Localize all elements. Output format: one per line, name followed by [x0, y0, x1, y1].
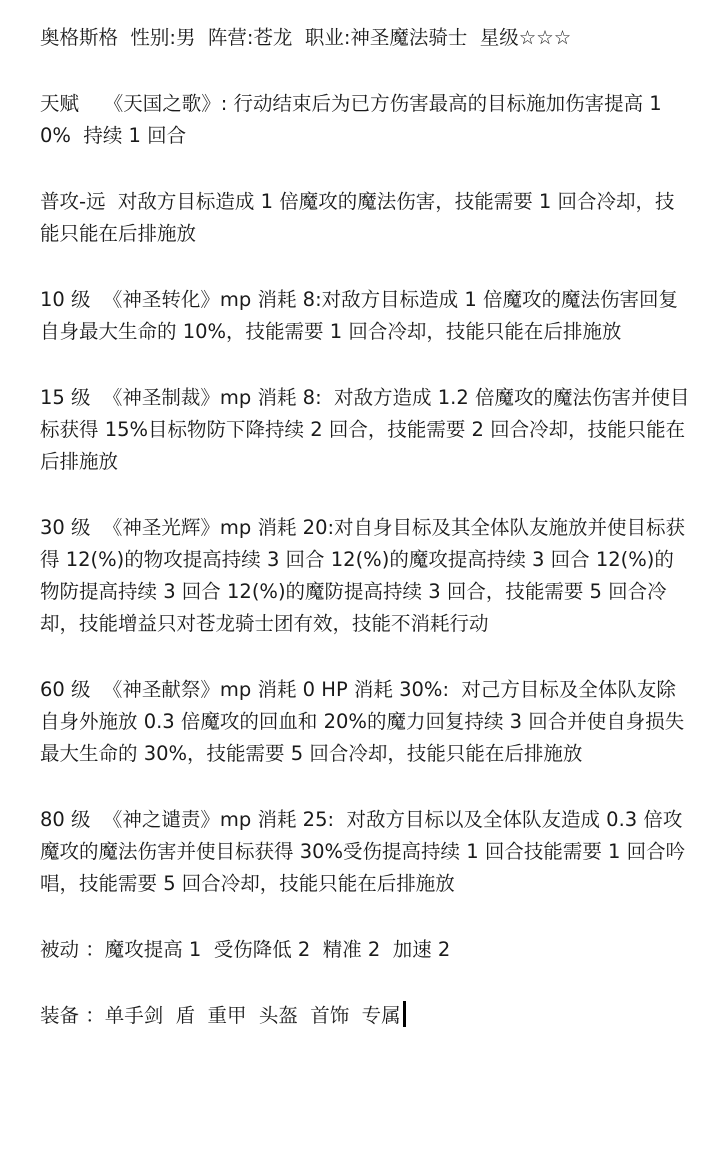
- basic-attack-paragraph: 普攻-远 对敌方目标造成 1 倍魔攻的魔法伤害，技能需要 1 回合冷却，技能只能在后排施放: [40, 190, 675, 245]
- skill-level-60: 60 级 《神圣献祭》mp 消耗 0 HP 消耗 30%: 对己方目标及全体队友除自身外施放 0.3 倍魔攻的回血和 20%的魔力回复持续 3 回合并使自身损失最大生命的 30%，技能需要 5 回合冷却，技能只能在后排施放: [40, 678, 685, 765]
- skill-level-30: 30 级 《神圣光辉》mp 消耗 20:对自身目标及其全体队友施放并使目标获得 12(%)的物攻提高持续 3 回合 12(%)的魔攻提高持续 3 回合 12(%)的物防提高持续 3 回合 12(%)的魔防提高持续 3 回合，技能需要 5 回合冷却，技能增益只对苍龙骑士团有效，技能不消耗行动: [40, 516, 686, 635]
- skill-level-10: 10 级 《神圣转化》mp 消耗 8:对敌方目标造成 1 倍魔攻的魔法伤害回复自身最大生命的 10%，技能需要 1 回合冷却，技能只能在后排施放: [40, 288, 678, 343]
- document-body[interactable]: [40, 22, 690, 1032]
- passive-paragraph: 被动 ：魔攻提高 1 受伤降低 2 精准 2 加速 2: [40, 938, 451, 961]
- character-header: 奥格斯格 性别:男 阵营:苍龙 职业:神圣魔法骑士 星级☆☆☆: [40, 26, 572, 49]
- equipment-paragraph[interactable]: [40, 1000, 690, 1032]
- skill-level-15: 15 级 《神圣制裁》mp 消耗 8: 对敌方造成 1.2 倍魔攻的魔法伤害并使目标获得 15%目标物防下降持续 2 回合，技能需要 2 回合冷却，技能只能在后排施放: [40, 386, 690, 473]
- equipment-text: 装备 ：单手剑 盾 重甲 头盔 首饰 专属: [40, 1004, 401, 1027]
- skill-level-80: 80 级 《神之谴责》mp 消耗 25: 对敌方目标以及全体队友造成 0.3 倍攻魔攻的魔法伤害并使目标获得 30%受伤提高持续 1 回合技能需要 1 回合吟唱，技能需要 5 回合冷却，技能只能在后排施放: [40, 808, 686, 895]
- text-cursor: [403, 1001, 406, 1027]
- talent-paragraph: 天赋 《天国之歌》: 行动结束后为已方伤害最高的目标施加伤害提高 10% 持续 1 回合: [40, 92, 662, 147]
